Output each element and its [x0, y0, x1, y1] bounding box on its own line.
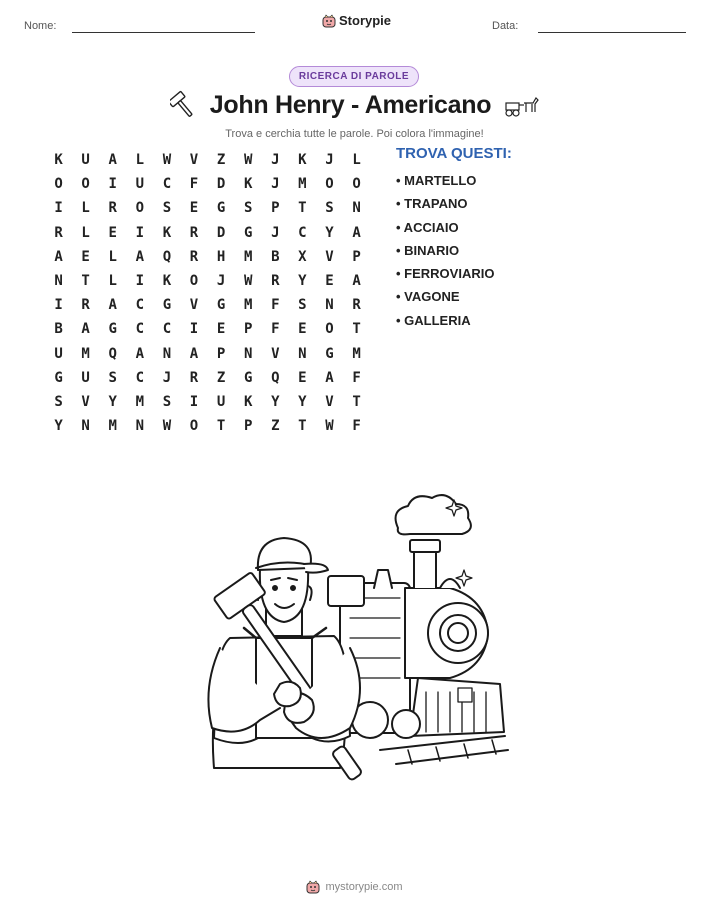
grid-cell[interactable]: Q: [162, 248, 172, 265]
word-list: [396, 171, 494, 334]
grid-cell[interactable]: E: [216, 321, 226, 338]
grid-cell[interactable]: Y: [298, 393, 307, 410]
grid-cell[interactable]: P: [243, 321, 253, 338]
grid-cell[interactable]: I: [135, 224, 145, 241]
grid-cell[interactable]: T: [298, 418, 307, 435]
grid-cell[interactable]: W: [162, 152, 172, 169]
grid-cell[interactable]: L: [352, 152, 361, 169]
grid-cell[interactable]: N: [135, 418, 145, 435]
grid-row: [45, 269, 370, 293]
grid-row: [45, 148, 370, 172]
grid-cell[interactable]: Y: [298, 273, 307, 290]
grid-cell[interactable]: N: [54, 273, 63, 290]
name-label: Nome:: [24, 20, 57, 32]
grid-cell[interactable]: W: [162, 418, 172, 435]
grid-cell[interactable]: M: [352, 345, 361, 362]
grid-cell[interactable]: O: [189, 273, 199, 290]
grid-cell[interactable]: R: [271, 273, 280, 290]
grid-cell[interactable]: T: [298, 200, 307, 217]
grid-cell[interactable]: C: [298, 224, 307, 241]
grid-cell[interactable]: B: [54, 321, 63, 338]
grid-cell[interactable]: C: [162, 176, 172, 193]
grid-cell[interactable]: K: [298, 152, 307, 169]
grid-cell[interactable]: J: [216, 273, 226, 290]
grid-cell[interactable]: F: [352, 418, 361, 435]
grid-cell[interactable]: Z: [216, 152, 226, 169]
grid-cell[interactable]: S: [54, 393, 63, 410]
grid-cell[interactable]: I: [54, 297, 63, 314]
grid-cell[interactable]: V: [189, 152, 199, 169]
word-item: • BINARIO: [396, 242, 460, 258]
grid-cell[interactable]: A: [325, 369, 334, 386]
grid-cell[interactable]: R: [81, 297, 90, 314]
grid-cell[interactable]: T: [216, 418, 226, 435]
grid-cell[interactable]: N: [243, 345, 253, 362]
word-item: • MARTELLO: [396, 173, 477, 188]
word-item: • TRAPANO: [396, 196, 468, 212]
grid-cell[interactable]: Z: [271, 418, 280, 435]
grid-cell[interactable]: N: [325, 297, 334, 314]
grid-cell[interactable]: A: [352, 273, 361, 290]
grid-cell[interactable]: C: [135, 297, 145, 314]
grid-cell[interactable]: M: [81, 345, 90, 362]
grid-cell[interactable]: P: [243, 418, 253, 435]
grid-cell[interactable]: Y: [325, 224, 334, 241]
word-item: • ACCIAIO: [396, 219, 459, 235]
grid-cell[interactable]: R: [108, 200, 117, 217]
grid-cell[interactable]: I: [54, 200, 63, 217]
activity-badge: RICERCA DI PAROLE: [289, 66, 419, 87]
grid-cell[interactable]: O: [135, 200, 145, 217]
grid-cell[interactable]: R: [189, 248, 199, 265]
grid-cell[interactable]: J: [271, 176, 280, 193]
grid-cell[interactable]: K: [243, 393, 253, 410]
word-list-title: TROVA QUESTI:: [396, 145, 512, 162]
title-row: [0, 90, 709, 120]
page-title: John Henry - Americano: [209, 90, 492, 119]
grid-cell[interactable]: F: [352, 369, 361, 386]
grid-cell[interactable]: K: [243, 176, 253, 193]
grid-cell[interactable]: I: [108, 176, 117, 193]
grid-cell[interactable]: P: [271, 200, 280, 217]
grid-cell[interactable]: U: [54, 345, 63, 362]
grid-cell[interactable]: W: [243, 273, 253, 290]
grid-cell[interactable]: A: [135, 248, 145, 265]
footer: [0, 880, 709, 894]
grid-cell[interactable]: S: [298, 297, 307, 314]
word-item: • GALLERIA: [396, 312, 471, 328]
grid-cell[interactable]: Y: [54, 418, 63, 435]
grid-cell[interactable]: O: [54, 176, 63, 193]
grid-cell[interactable]: V: [325, 248, 334, 265]
grid-cell[interactable]: C: [135, 369, 145, 386]
grid-cell[interactable]: G: [216, 297, 226, 314]
grid-cell[interactable]: A: [54, 248, 63, 265]
grid-cell[interactable]: H: [216, 248, 226, 265]
grid-cell[interactable]: O: [352, 176, 361, 193]
grid-cell[interactable]: G: [243, 369, 253, 386]
grid-cell[interactable]: L: [108, 273, 117, 290]
grid-cell[interactable]: Q: [108, 345, 117, 362]
grid-cell[interactable]: X: [298, 248, 307, 265]
grid-cell[interactable]: A: [81, 321, 90, 338]
grid-cell[interactable]: E: [81, 248, 90, 265]
word-item: • VAGONE: [396, 289, 460, 305]
pie-logo-icon: [322, 14, 336, 28]
grid-cell[interactable]: J: [271, 152, 280, 169]
grid-cell[interactable]: C: [162, 321, 172, 338]
grid-cell[interactable]: L: [135, 152, 145, 169]
grid-row: [45, 245, 370, 269]
grid-cell[interactable]: S: [162, 200, 172, 217]
grid-cell[interactable]: Y: [271, 393, 280, 410]
word-search-grid: [45, 148, 370, 438]
grid-cell[interactable]: K: [162, 273, 172, 290]
grid-cell[interactable]: F: [189, 176, 199, 193]
grid-cell[interactable]: T: [81, 273, 90, 290]
grid-cell[interactable]: E: [189, 200, 199, 217]
john-henry-train-illustration: [200, 488, 510, 783]
grid-cell[interactable]: V: [271, 345, 280, 362]
grid-cell[interactable]: E: [325, 273, 334, 290]
grid-cell[interactable]: O: [325, 321, 334, 338]
grid-row: [45, 172, 370, 196]
grid-cell[interactable]: R: [189, 369, 199, 386]
hammer-icon: [170, 90, 196, 120]
grid-cell[interactable]: A: [189, 345, 199, 362]
grid-cell[interactable]: T: [352, 393, 361, 410]
grid-cell[interactable]: L: [108, 248, 117, 265]
grid-cell[interactable]: Z: [216, 369, 226, 386]
grid-cell[interactable]: C: [135, 321, 145, 338]
grid-cell[interactable]: L: [81, 224, 90, 241]
grid-row: [45, 293, 370, 317]
grid-cell[interactable]: V: [189, 297, 199, 314]
grid-cell[interactable]: A: [135, 345, 145, 362]
grid-cell[interactable]: G: [108, 321, 117, 338]
footer-url: mystorypie.com: [325, 881, 403, 893]
grid-cell[interactable]: N: [352, 200, 361, 217]
grid-cell[interactable]: Q: [271, 369, 280, 386]
brand-name: Storypie: [339, 13, 392, 28]
pie-logo-icon: [306, 880, 320, 894]
grid-cell[interactable]: N: [81, 418, 90, 435]
grid-cell[interactable]: Y: [108, 393, 117, 410]
grid-cell[interactable]: K: [54, 152, 63, 169]
grid-cell[interactable]: G: [162, 297, 172, 314]
grid-cell[interactable]: L: [81, 200, 90, 217]
grid-cell[interactable]: M: [243, 297, 253, 314]
grid-cell[interactable]: V: [325, 393, 334, 410]
grid-cell[interactable]: F: [271, 321, 280, 338]
grid-cell[interactable]: N: [162, 345, 172, 362]
grid-cell[interactable]: K: [162, 224, 172, 241]
grid-cell[interactable]: D: [216, 176, 226, 193]
grid-cell[interactable]: M: [243, 248, 253, 265]
grid-cell[interactable]: M: [135, 393, 145, 410]
grid-row: [45, 196, 370, 220]
grid-cell[interactable]: W: [243, 152, 253, 169]
grid-cell[interactable]: I: [189, 321, 199, 338]
grid-cell[interactable]: N: [298, 345, 307, 362]
grid-cell[interactable]: S: [325, 200, 334, 217]
horse-cart-icon: [505, 92, 539, 118]
grid-cell[interactable]: O: [325, 176, 334, 193]
grid-cell[interactable]: J: [162, 369, 172, 386]
grid-cell[interactable]: S: [108, 369, 117, 386]
grid-cell[interactable]: G: [243, 224, 253, 241]
grid-cell[interactable]: R: [352, 297, 361, 314]
grid-cell[interactable]: P: [352, 248, 361, 265]
grid-cell[interactable]: D: [216, 224, 226, 241]
grid-cell[interactable]: A: [352, 224, 361, 241]
grid-cell[interactable]: G: [216, 200, 226, 217]
grid-row: [45, 342, 370, 366]
grid-cell[interactable]: E: [108, 224, 117, 241]
grid-cell[interactable]: E: [298, 321, 307, 338]
grid-cell[interactable]: M: [108, 418, 117, 435]
grid-cell[interactable]: W: [325, 418, 334, 435]
name-line: [72, 32, 255, 33]
grid-row: [45, 366, 370, 390]
grid-row: [45, 414, 370, 438]
grid-cell[interactable]: V: [81, 393, 90, 410]
grid-cell[interactable]: S: [162, 393, 172, 410]
grid-row: [45, 221, 370, 245]
instructions: Trova e cerchia tutte le parole. Poi colora l'immagine!: [225, 128, 484, 140]
grid-cell[interactable]: G: [54, 369, 63, 386]
grid-cell[interactable]: U: [135, 176, 145, 193]
grid-cell[interactable]: A: [108, 297, 117, 314]
grid-cell[interactable]: J: [325, 152, 334, 169]
grid-cell[interactable]: P: [216, 345, 226, 362]
grid-cell[interactable]: G: [325, 345, 334, 362]
grid-cell[interactable]: E: [298, 369, 307, 386]
grid-cell[interactable]: U: [216, 393, 226, 410]
grid-cell[interactable]: J: [271, 224, 280, 241]
grid-row: [45, 317, 370, 341]
date-label: Data:: [492, 20, 519, 32]
grid-cell[interactable]: R: [189, 224, 199, 241]
grid-cell[interactable]: F: [271, 297, 280, 314]
brand-logo: [322, 13, 391, 28]
grid-cell[interactable]: O: [189, 418, 199, 435]
grid-cell[interactable]: T: [352, 321, 361, 338]
grid-cell[interactable]: R: [54, 224, 63, 241]
grid-cell[interactable]: M: [298, 176, 307, 193]
grid-cell[interactable]: I: [189, 393, 199, 410]
grid-cell[interactable]: B: [271, 248, 280, 265]
grid-cell[interactable]: U: [81, 152, 90, 169]
grid-cell[interactable]: A: [108, 152, 117, 169]
grid-cell[interactable]: O: [81, 176, 90, 193]
grid-row: [45, 390, 370, 414]
grid-cell[interactable]: S: [243, 200, 253, 217]
grid-cell[interactable]: U: [81, 369, 90, 386]
date-line: [538, 32, 686, 33]
grid-cell[interactable]: I: [135, 273, 145, 290]
word-item: • FERROVIARIO: [396, 266, 495, 282]
